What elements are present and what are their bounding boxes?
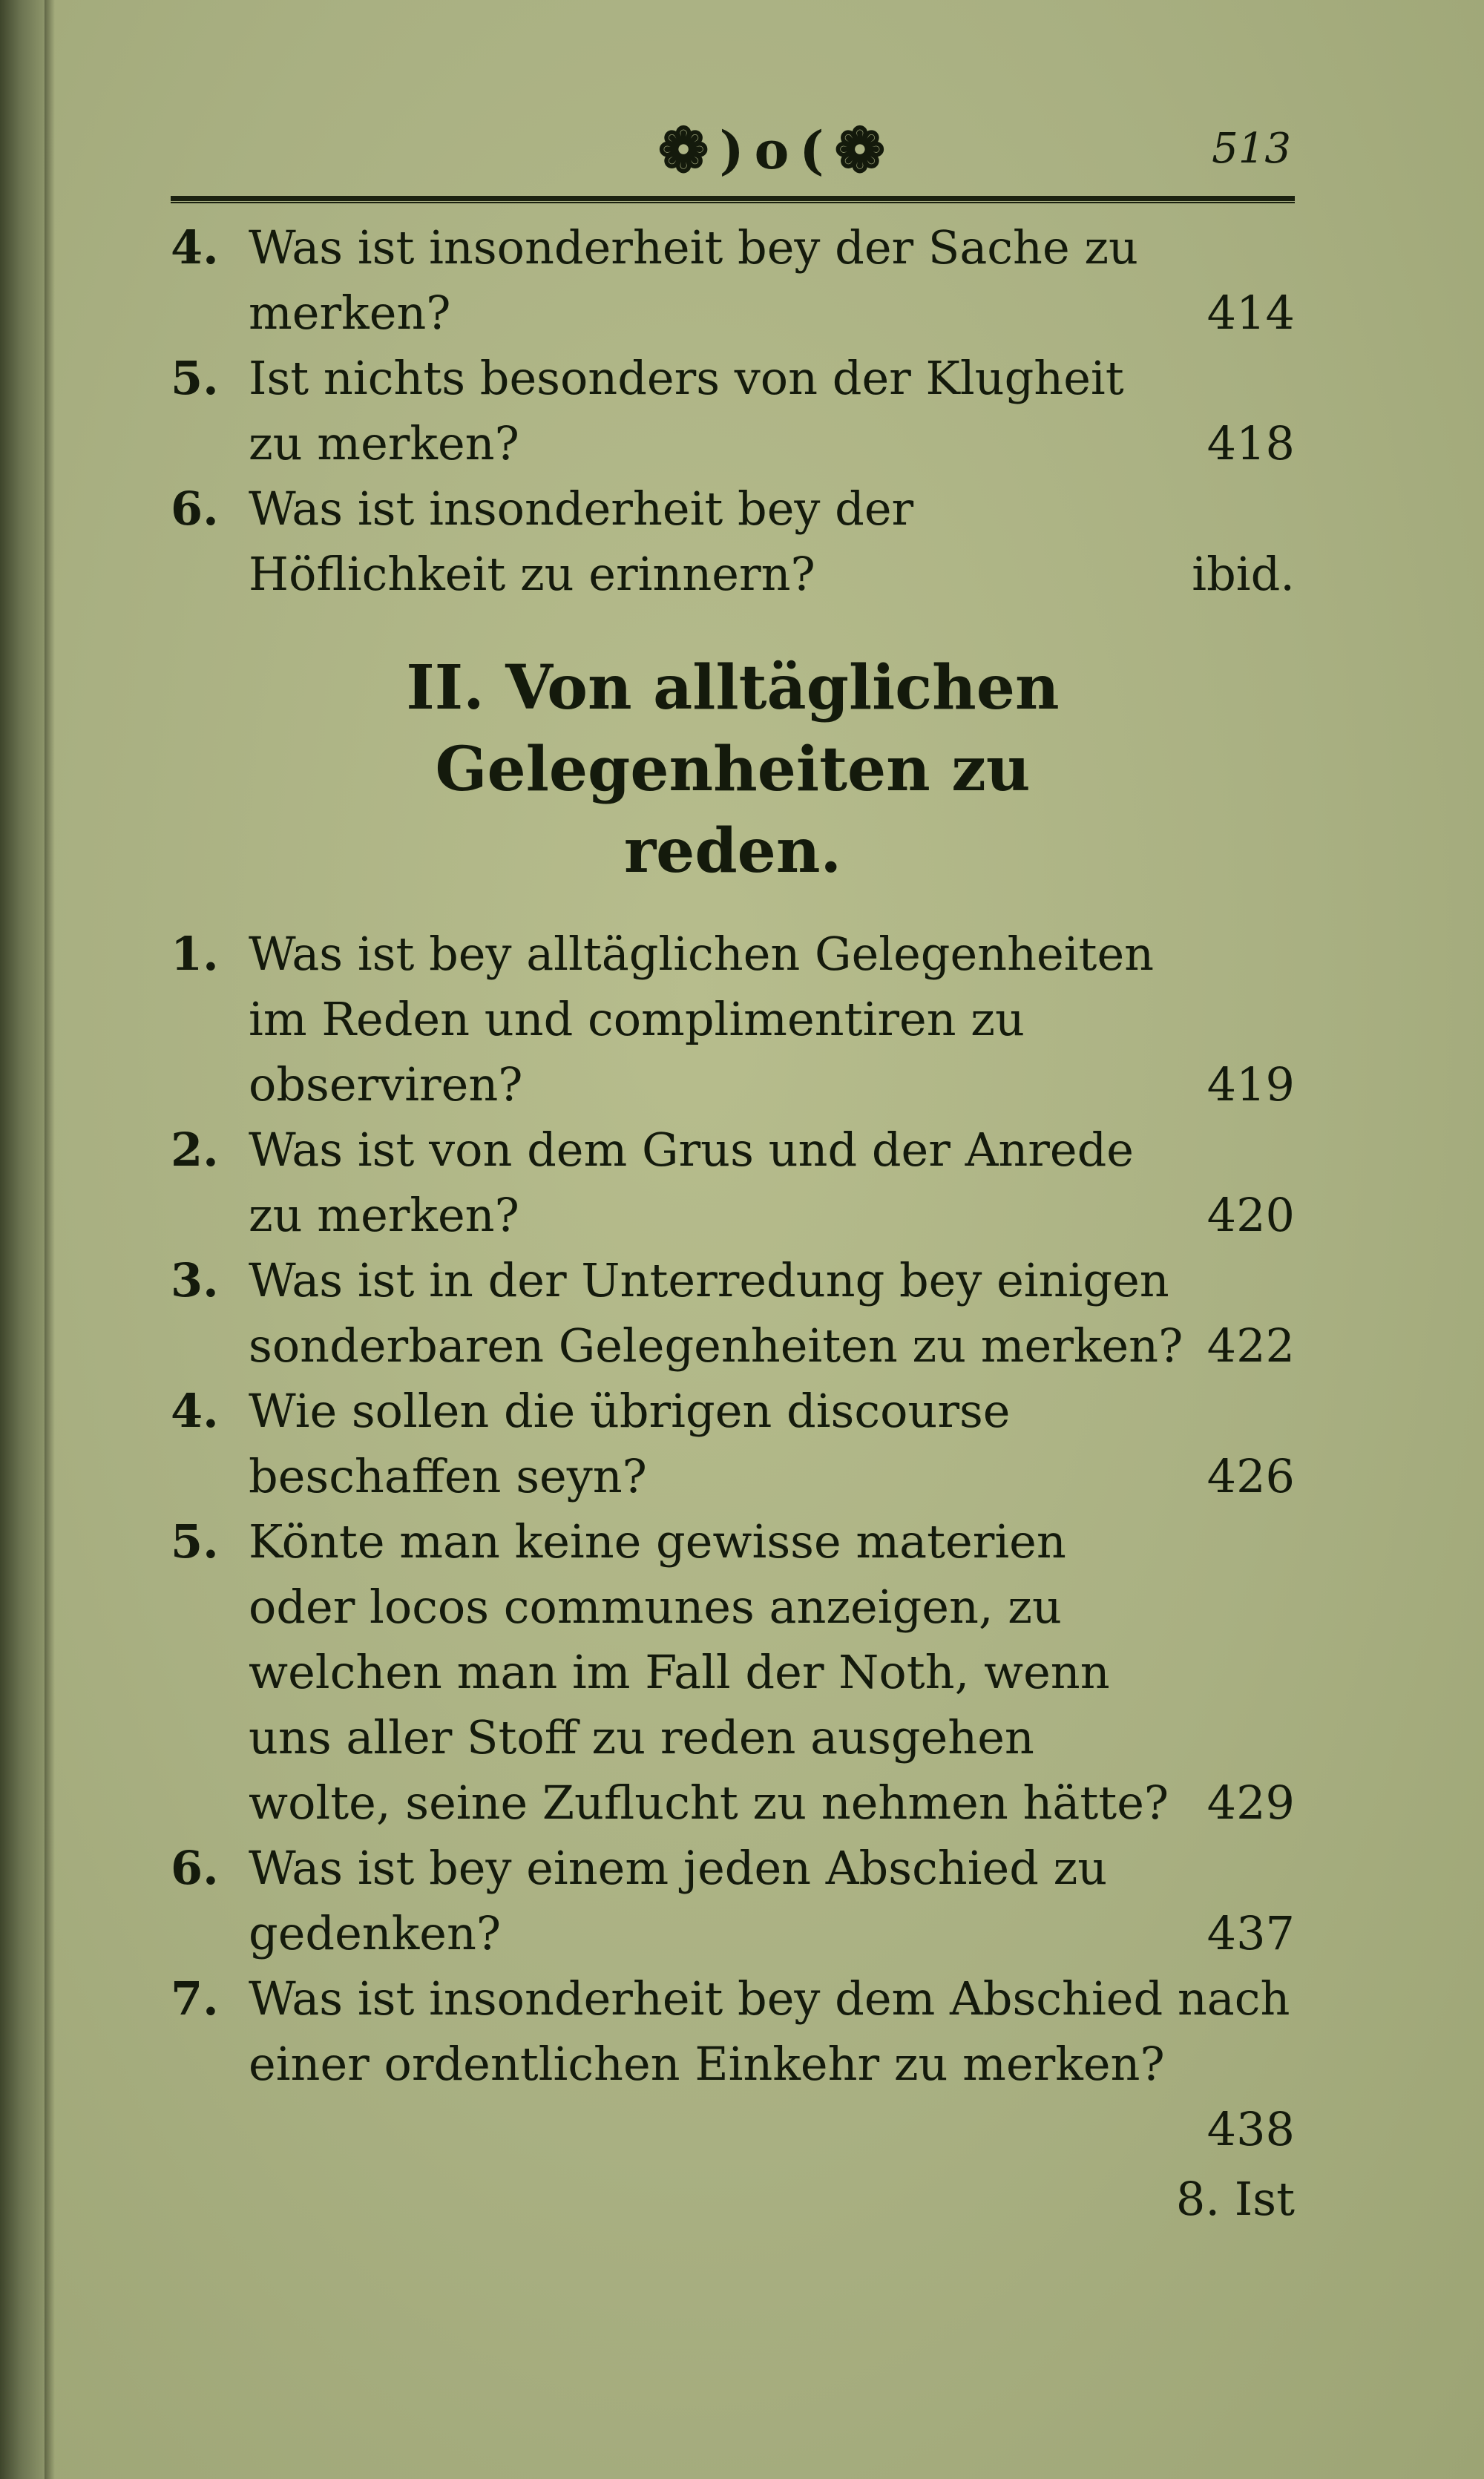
page-fold-shadow bbox=[45, 0, 55, 2479]
section-title-line-2: reden. bbox=[623, 815, 842, 887]
entry-text: Könte man keine gewisse materien oder locos communes anzeigen, zu welchen man im Fall der Noth, wenn uns aller Stoff zu reden ausgehen wolte, seine Zuflucht zu nehmen hätte? bbox=[249, 1514, 1169, 1830]
entry-number: 6. bbox=[171, 1841, 219, 1895]
entry-page-ref: 437 bbox=[1206, 1906, 1295, 1960]
entry-number: 5. bbox=[171, 1514, 219, 1569]
header-rule bbox=[171, 196, 1295, 203]
entry-page-ref: 419 bbox=[1206, 1057, 1295, 1112]
entry-page-ref: 414 bbox=[1206, 286, 1295, 340]
ornament-paren-open: ( bbox=[799, 119, 824, 181]
entry-text: Was ist bey einem jeden Abschied zu gedenken? bbox=[249, 1841, 1108, 1960]
entry-text: Was ist von dem Grus und der Anrede zu merken? bbox=[249, 1123, 1134, 1242]
toc-entry bbox=[171, 346, 1295, 476]
flower-ornament-left-icon: ❁ bbox=[657, 115, 709, 186]
entry-page-ref: ibid. bbox=[1192, 547, 1295, 601]
entry-text: Was ist in der Unterredung bey einigen sonderbaren Gelegenheiten zu merken? bbox=[249, 1253, 1183, 1373]
entry-text: Was ist insonderheit bey der Sache zu merken? bbox=[249, 220, 1138, 340]
entry-number: 7. bbox=[171, 1971, 219, 2026]
header-ornament bbox=[564, 117, 979, 184]
toc-entry bbox=[171, 1966, 1295, 2162]
entry-number: 4. bbox=[171, 220, 219, 275]
entry-text: Was ist insonderheit bey dem Abschied nach einer ordentlichen Einkehr zu merken? bbox=[249, 1971, 1290, 2091]
entry-page-ref: 422 bbox=[1206, 1319, 1295, 1373]
entry-text: Was ist insonderheit bey der Höflichkeit zu erinnern? bbox=[249, 482, 914, 601]
ornament-circle: o bbox=[754, 119, 789, 181]
entry-page-ref: 420 bbox=[1206, 1188, 1295, 1242]
toc-entry bbox=[171, 215, 1295, 346]
page-number: 513 bbox=[1212, 125, 1291, 173]
entry-number: 3. bbox=[171, 1253, 219, 1307]
entry-text: Ist nichts besonders von der Klugheit zu merken? bbox=[249, 351, 1124, 470]
catchword: 8. Ist bbox=[1175, 2172, 1295, 2226]
toc-entry bbox=[171, 476, 1295, 607]
toc-entry bbox=[171, 1117, 1295, 1248]
toc-entry bbox=[171, 1509, 1295, 1836]
toc-entry bbox=[171, 1248, 1295, 1379]
entry-text: Wie sollen die übrigen discourse beschaffen seyn? bbox=[249, 1384, 1011, 1503]
flower-ornament-right-icon: ❁ bbox=[834, 115, 886, 186]
entry-page-ref: 438 bbox=[1206, 2102, 1295, 2156]
toc-entry bbox=[171, 1836, 1295, 1966]
book-gutter bbox=[0, 0, 45, 2479]
toc-entry bbox=[171, 1379, 1295, 1509]
entry-number: 2. bbox=[171, 1123, 219, 1177]
entry-number: 6. bbox=[171, 482, 219, 536]
entry-number: 5. bbox=[171, 351, 219, 405]
entry-page-ref: 418 bbox=[1206, 416, 1295, 470]
table-of-contents bbox=[171, 215, 1295, 2232]
entry-text: Was ist bey alltäglichen Gelegenheiten im Reden und complimentiren zu observiren? bbox=[249, 927, 1155, 1112]
entry-page-ref: 426 bbox=[1206, 1449, 1295, 1503]
toc-entry bbox=[171, 922, 1295, 1117]
section-title-line-1: II. Von alltäglichen Gelegenheiten zu bbox=[406, 652, 1060, 805]
entry-number: 4. bbox=[171, 1384, 219, 1438]
ornament-paren-close: ) bbox=[719, 119, 744, 181]
running-header bbox=[178, 111, 1291, 193]
section-heading bbox=[171, 647, 1295, 892]
entry-number: 1. bbox=[171, 927, 219, 981]
entry-page-ref: 429 bbox=[1206, 1776, 1295, 1830]
